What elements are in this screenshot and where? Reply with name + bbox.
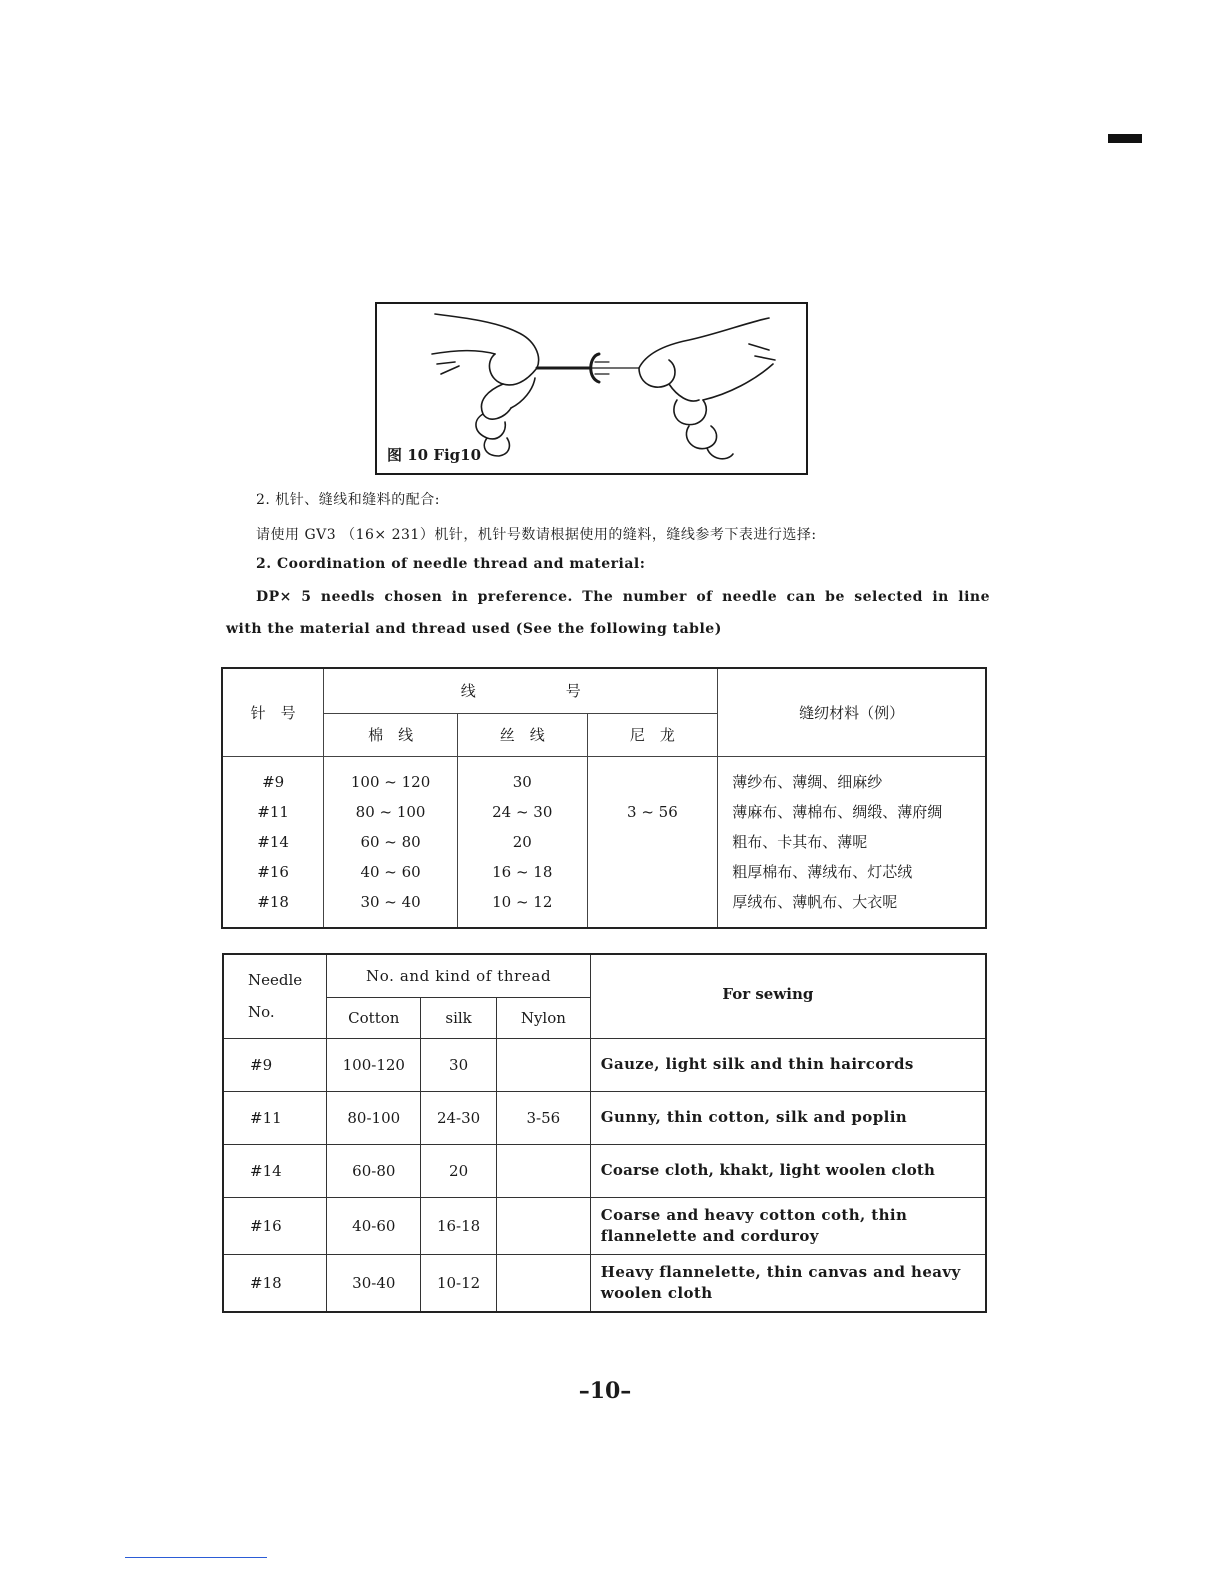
cn-needle-cell: #9 — [262, 772, 285, 791]
en-header-nylon: Nylon — [496, 997, 590, 1038]
cn-cotton-cell: 60 ~ 80 — [360, 832, 421, 851]
cn-material-cell: 厚绒布、薄帆布、大衣呢 — [732, 893, 898, 912]
en-needle-cell: #9 — [223, 1038, 327, 1091]
en-header-cotton: Cotton — [327, 997, 421, 1038]
cn-nylon-column — [588, 767, 718, 827]
en-sewing-cell: Coarse and heavy cotton coth, thin flannelette and corduroy — [590, 1197, 986, 1254]
table-row — [223, 1254, 986, 1312]
en-header-sewing: For sewing — [590, 954, 986, 1038]
en-nylon-cell — [496, 1254, 590, 1312]
cn-header-silk: 丝 线 — [457, 713, 587, 756]
en-sewing-cell: Coarse cloth, khakt, light woolen cloth — [590, 1144, 986, 1197]
figure-10 — [375, 302, 808, 475]
cn-cotton-cell: 40 ~ 60 — [360, 863, 421, 882]
cn-nylon-cell: 3 ~ 56 — [627, 802, 678, 821]
cn-needle-cell: #18 — [257, 893, 289, 912]
en-cotton-cell: 100-120 — [327, 1038, 421, 1091]
en-header-needle — [223, 954, 327, 1038]
en-silk-cell: 16-18 — [421, 1197, 497, 1254]
cn-material-cell: 薄麻布、薄棉布、绸缎、薄府绸 — [732, 802, 943, 821]
en-nylon-cell — [496, 1197, 590, 1254]
en-header-needle-line-2: No. — [248, 1003, 275, 1022]
en-silk-cell: 20 — [421, 1144, 497, 1197]
en-heading: 2. Coordination of needle thread and material: — [256, 556, 646, 572]
cn-header-cotton: 棉 线 — [324, 713, 458, 756]
figure-caption: 图 10 Fig10 — [387, 446, 482, 464]
en-needle-cell: #14 — [223, 1144, 327, 1197]
table-row — [223, 1038, 986, 1091]
en-nylon-cell — [496, 1144, 590, 1197]
en-cotton-cell: 60-80 — [327, 1144, 421, 1197]
en-sewing-cell: Gunny, thin cotton, silk and poplin — [590, 1091, 986, 1144]
cn-header-material: 缝纫材料（例） — [718, 668, 986, 756]
cn-heading: 2. 机针、缝线和缝料的配合: — [256, 492, 441, 508]
cn-silk-cell: 20 — [512, 832, 532, 851]
en-needle-cell: #11 — [223, 1091, 327, 1144]
en-body-line-2: with the material and thread used (See the following table) — [226, 621, 722, 637]
en-needle-cell: #18 — [223, 1254, 327, 1312]
en-body-line-1: DP× 5 needls chosen in preference. The number of needle can be selected in line — [256, 589, 990, 605]
cn-cotton-cell: 100 ~ 120 — [350, 772, 431, 791]
table-row — [223, 1144, 986, 1197]
cn-cotton-cell: 80 ~ 100 — [355, 802, 426, 821]
en-silk-cell: 30 — [421, 1038, 497, 1091]
cn-needle-cell: #11 — [257, 802, 289, 821]
cn-body: 请使用 GV3 （16× 231）机针，机针号数请根据使用的缝料，缝线参考下表进行选择: — [256, 527, 817, 543]
en-nylon-cell — [496, 1038, 590, 1091]
page-number: –10– — [578, 1378, 632, 1404]
cn-cotton-cell: 30 ~ 40 — [360, 893, 421, 912]
needle-thread-table-cn — [221, 667, 987, 929]
cn-needle-column — [223, 767, 323, 918]
en-cotton-cell: 40-60 — [327, 1197, 421, 1254]
cn-silk-cell: 10 ~ 12 — [492, 893, 553, 912]
en-header-needle-line-1: Needle — [248, 971, 303, 990]
cn-silk-cell: 24 ~ 30 — [492, 802, 553, 821]
en-needle-cell: #16 — [223, 1197, 327, 1254]
table-row — [223, 1091, 986, 1144]
cn-cotton-column — [324, 767, 457, 918]
en-nylon-cell: 3-56 — [496, 1091, 590, 1144]
cn-header-thread: 线 号 — [324, 668, 718, 713]
table-row — [223, 1197, 986, 1254]
needle-thread-table-en — [222, 953, 987, 1313]
cn-needle-cell: #16 — [257, 863, 289, 882]
bottom-rule — [125, 1557, 267, 1558]
en-sewing-cell: Heavy flannelette, thin canvas and heavy woolen cloth — [590, 1254, 986, 1312]
cn-material-cell: 粗布、卡其布、薄呢 — [732, 832, 868, 851]
cn-silk-cell: 30 — [512, 772, 532, 791]
cn-header-needle: 针 号 — [222, 668, 324, 756]
en-header-thread: No. and kind of thread — [327, 954, 590, 997]
cn-needle-cell: #14 — [257, 832, 289, 851]
en-cotton-cell: 80-100 — [327, 1091, 421, 1144]
cn-silk-cell: 16 ~ 18 — [492, 863, 553, 882]
en-sewing-cell: Gauze, light silk and thin haircords — [590, 1038, 986, 1091]
en-silk-cell: 10-12 — [421, 1254, 497, 1312]
cn-silk-column — [458, 767, 587, 918]
cn-material-cell: 薄纱布、薄绸、细麻纱 — [732, 772, 883, 791]
en-silk-cell: 24-30 — [421, 1091, 497, 1144]
en-cotton-cell: 30-40 — [327, 1254, 421, 1312]
cn-material-column — [732, 767, 985, 918]
corner-mark — [1108, 134, 1142, 143]
en-header-silk: silk — [421, 997, 497, 1038]
cn-material-cell: 粗厚棉布、薄绒布、灯芯绒 — [732, 863, 913, 882]
cn-header-nylon: 尼 龙 — [587, 713, 718, 756]
